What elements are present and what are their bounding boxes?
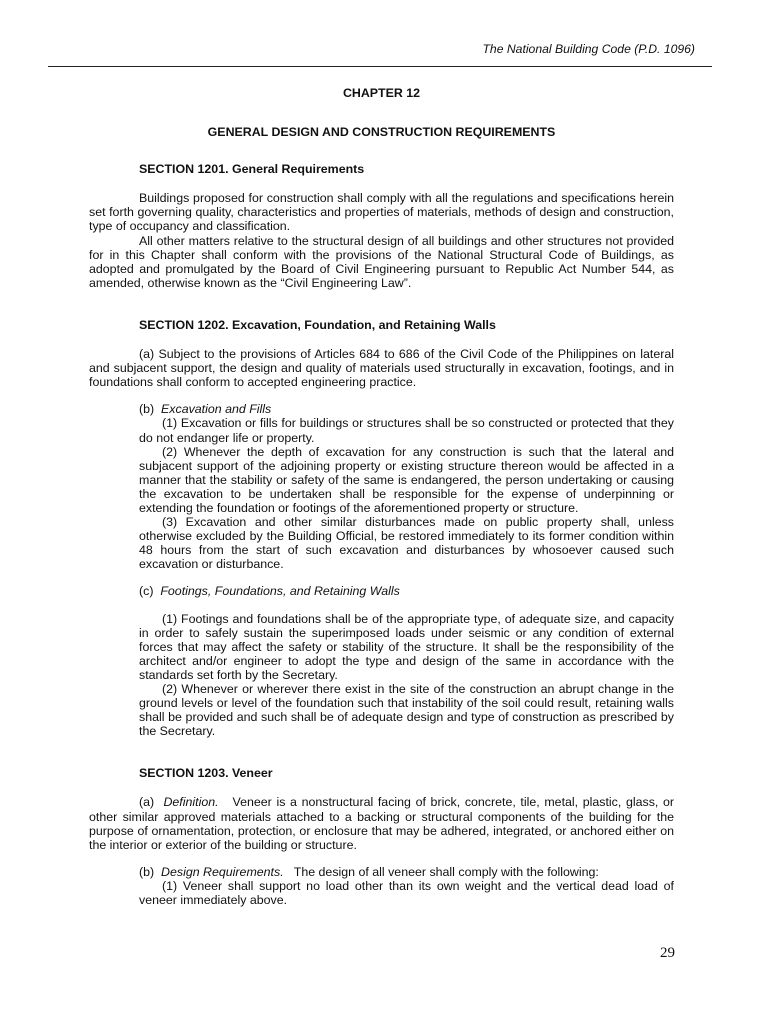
section-1203-clause-a [89,795,674,851]
section-1202-heading: SECTION 1202. Excavation, Foundation, and Retaining Walls [139,317,496,332]
section-1202-b-item-1: (1) Excavation or fills for buildings or structures shall be so constructed or protected that they do not endanger life or property. [139,416,674,445]
clause-marker: (b) [139,402,155,417]
clause-text: The design of all veneer shall comply with the following: [293,864,599,879]
clause-title: Footings, Foundations, and Retaining Walls [160,584,400,599]
running-header-title: The National Building Code (P.D. 1096) [482,42,695,56]
section-1202-clause-b-label [139,402,674,416]
section-1202-b-item-3: (3) Excavation and other similar disturbances made on public property shall, unless otherwise excluded by the Building Official, be restored immediately to its former condition within 48 hours from the start of such excavation and disturbances by whosoever caused such excavation or disturbance. [139,515,674,572]
spacer [89,599,674,612]
section-1203-b-item-1: (1) Veneer shall support no load other than its own weight and the vertical dead load of veneer immediately above. [139,878,674,908]
chapter-title: GENERAL DESIGN AND CONSTRUCTION REQUIREMENTS [207,125,556,140]
clause-text: Veneer is a nonstructural facing of brick, concrete, tile, metal, plastic, glass, or other similar approved materials attached to a backing or structural components of the building for the purpose of ornamentation, protection, or enclosure that may be adhered, integrated, or anchored either on the interior or exterior of the building or structure. [89,795,674,852]
spacer [89,290,674,318]
section-1203-heading: SECTION 1203. Veneer [139,766,273,781]
section-1202-b-item-2: (2) Whenever the depth of excavation for any construction is such that the lateral and subjacent support of the adjoining property or existing structure thereon would be affected in a manner that the stability or safety of the same is endangered, the person undertaking or causing the excavation to be undertaken shall be responsible for the expense of underpinning or extending the foundation or footings of the aforementioned property or structure. [139,444,674,515]
spacer [89,571,674,584]
spacer [89,738,674,766]
spacer [89,852,674,865]
section-1201-paragraph-2: All other matters relative to the structural design of all buildings and other structures not provided for in this Chapter shall conform with the provisions of the National Structural Code of Buildings, as adopted and promulgated by the Board of Civil Engineering pursuant to Republic Act Number 544, as amended, otherwise known as the “Civil Engineering Law”. [89,233,674,290]
section-1202-clause-a: (a) Subject to the provisions of Articles 684 to 686 of the Civil Code of the Philippines on lateral and subjacent support, the design and quality of materials used structurally in excavation, footings, and in foundations shall conform to accepted engineering practice. [89,347,674,390]
page-body [89,86,674,907]
section-1202-clause-c-label [139,584,674,598]
clause-title: Definition. [163,795,219,810]
clause-title: Excavation and Fills [161,402,272,417]
section-1203-clause-b [89,865,674,879]
spacer [89,389,674,402]
section-1201-paragraph-1: Buildings proposed for construction shall comply with all the regulations and specifications herein set forth governing quality, characteristics and properties of materials, methods of design and construction, type of occupancy and classification. [89,191,674,234]
page-number: 29 [660,945,675,961]
clause-title: Design Requirements. [161,864,284,879]
section-1202-c-item-1: (1) Footings and foundations shall be of the appropriate type, of adequate size, and capacity in order to safely sustain the superimposed loads under seismic or any condition of external forces that may affect the safety or stability of the structure. It shall be the responsibility of the architect and/or engineer to adopt the type and design of the same in accordance with the standards set forth by the Secretary. [139,611,674,682]
clause-marker: (c) [139,584,154,599]
header-divider [48,66,712,67]
section-1201-heading: SECTION 1201. General Requirements [139,162,365,177]
clause-marker: (a) [139,795,155,810]
section-1202-c-item-2: (2) Whenever or wherever there exist in the site of the construction an abrupt change in the ground levels or level of the foundation such that instability of the soil could result, retaining walls shall be provided and such shall be of adequate design and type of construction as prescribed by the Secretary. [139,682,674,739]
clause-marker: (b) [139,864,155,879]
chapter-number: CHAPTER 12 [342,86,421,100]
